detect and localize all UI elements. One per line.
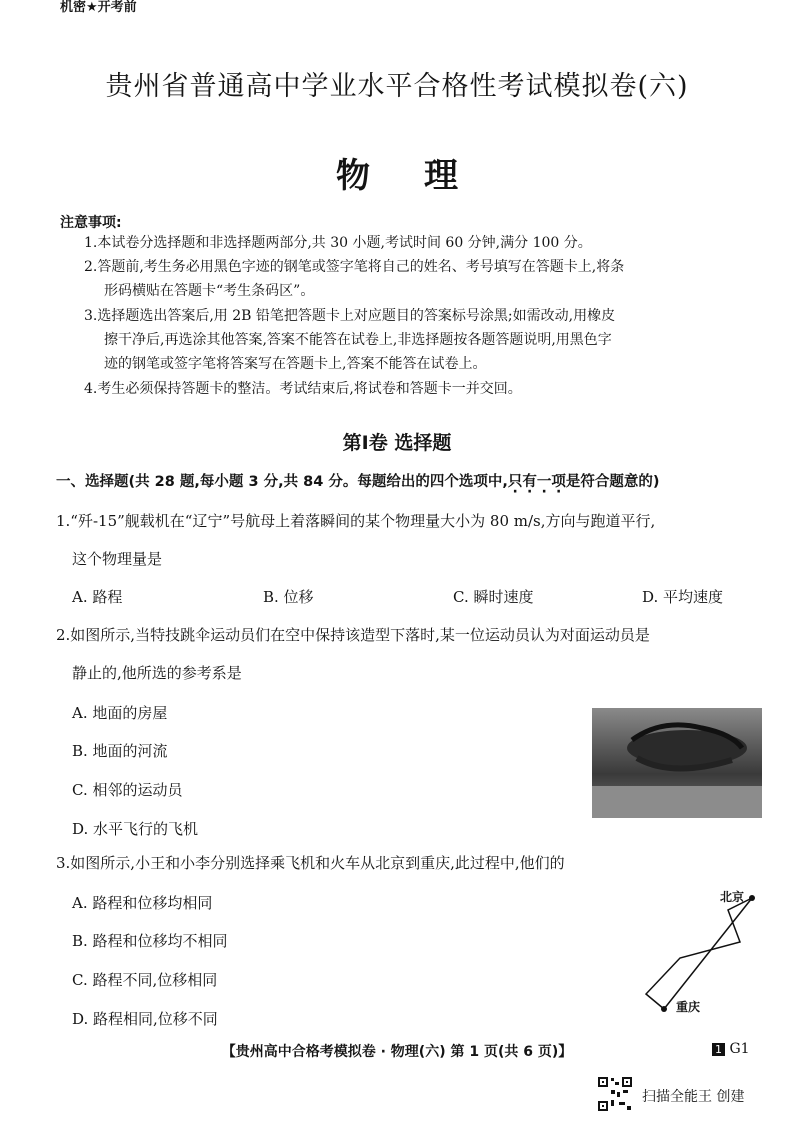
notice-item-3-cont: 擦干净后,再选涂其他答案,答案不能答在试卷上,非选择题按各题答题说明,用黑色字 bbox=[104, 332, 612, 348]
notice-item-1: 1.本试卷分选择题和非选择题两部分,共 30 小题,考试时间 60 分钟,满分 100 分。 bbox=[84, 235, 592, 251]
q3-option-b: B. 路程和位移均不相同 bbox=[72, 932, 228, 950]
q2-stem: 2.如图所示,当特技跳伞运动员们在空中保持该造型下落时,某一位运动员认为对面运动员是 bbox=[56, 626, 650, 644]
q3-option-a: A. 路程和位移均相同 bbox=[72, 894, 213, 912]
emphasis-char: 项 bbox=[551, 474, 566, 490]
scanner-watermark: 扫描全能王 创建 bbox=[642, 1089, 745, 1105]
q2-option-c: C. 相邻的运动员 bbox=[72, 781, 183, 799]
map-label-beijing: 北京 bbox=[720, 890, 745, 904]
notice-heading: 注意事项: bbox=[60, 215, 122, 231]
part-lead: 一、选择题(共 28 题,每小题 3 分,共 84 分。每题给出的四个选项中, bbox=[56, 474, 508, 490]
emphasis-char: 一 bbox=[536, 474, 552, 490]
map-label-chongqing: 重庆 bbox=[676, 1000, 701, 1014]
confidential-mark: 机密★开考前 bbox=[60, 0, 137, 15]
q3-stem: 3.如图所示,小王和小李分别选择乘飞机和火车从北京到重庆,此过程中,他们的 bbox=[56, 854, 565, 872]
version-mark: 1 bbox=[712, 1043, 725, 1056]
q1-option-d: D. 平均速度 bbox=[642, 588, 724, 606]
page-footer: 【贵州高中合格考模拟卷 · 物理(六) 第 1 页(共 6 页)】 bbox=[221, 1044, 573, 1060]
exam-title: 贵州省普通高中学业水平合格性考试模拟卷(六) bbox=[105, 71, 689, 102]
part-instructions bbox=[56, 470, 660, 491]
notice-item-3: 3.选择题选出答案后,用 2B 铅笔把答题卡上对应题目的答案标号涂黑;如需改动,用橡皮 bbox=[84, 308, 616, 324]
emphasis-char: 有 bbox=[522, 474, 537, 490]
notice-item-2-cont: 形码横贴在答题卡“考生条码区”。 bbox=[104, 283, 315, 299]
part-tail: 是符合题意的) bbox=[565, 474, 660, 490]
q1-stem-cont: 这个物理量是 bbox=[72, 550, 163, 568]
section-title: 第Ⅰ卷 选择题 bbox=[342, 432, 452, 454]
notice-item-3-cont2: 迹的钢笔或签字笔将答案写在答题卡上,答案不能答在试卷上。 bbox=[104, 356, 487, 372]
q1-option-b: B. 位移 bbox=[263, 588, 314, 606]
notice-item-2: 2.答题前,考生务必用黑色字迹的钢笔或签字笔将自己的姓名、考号填写在答题卡上,将条 bbox=[84, 259, 625, 275]
q2-option-a: A. 地面的房屋 bbox=[72, 704, 168, 722]
q1-stem: 1.“歼-15”舰载机在“辽宁”号航母上着落瞬间的某个物理量大小为 80 m/s,方向与跑道平行, bbox=[56, 512, 656, 530]
notice-item-4: 4.考生必须保持答题卡的整洁。考试结束后,将试卷和答题卡一并交回。 bbox=[84, 381, 522, 397]
emphasis-char: 只 bbox=[507, 474, 523, 490]
subject-title: 物理 bbox=[336, 156, 512, 196]
q2-stem-cont: 静止的,他所选的参考系是 bbox=[72, 664, 242, 682]
q2-option-d: D. 水平飞行的飞机 bbox=[72, 820, 199, 838]
q3-option-d: D. 路程相同,位移不同 bbox=[72, 1010, 218, 1028]
q1-option-a: A. 路程 bbox=[72, 588, 123, 606]
version-text: G1 bbox=[729, 1041, 750, 1057]
q3-option-c: C. 路程不同,位移相同 bbox=[72, 971, 218, 989]
route-map bbox=[636, 886, 766, 1025]
version-code bbox=[712, 1041, 750, 1057]
q1-option-c: C. 瞬时速度 bbox=[453, 588, 534, 606]
skydivers-photo bbox=[592, 708, 762, 818]
q2-option-b: B. 地面的河流 bbox=[72, 742, 168, 760]
qr-code-icon bbox=[597, 1076, 633, 1112]
